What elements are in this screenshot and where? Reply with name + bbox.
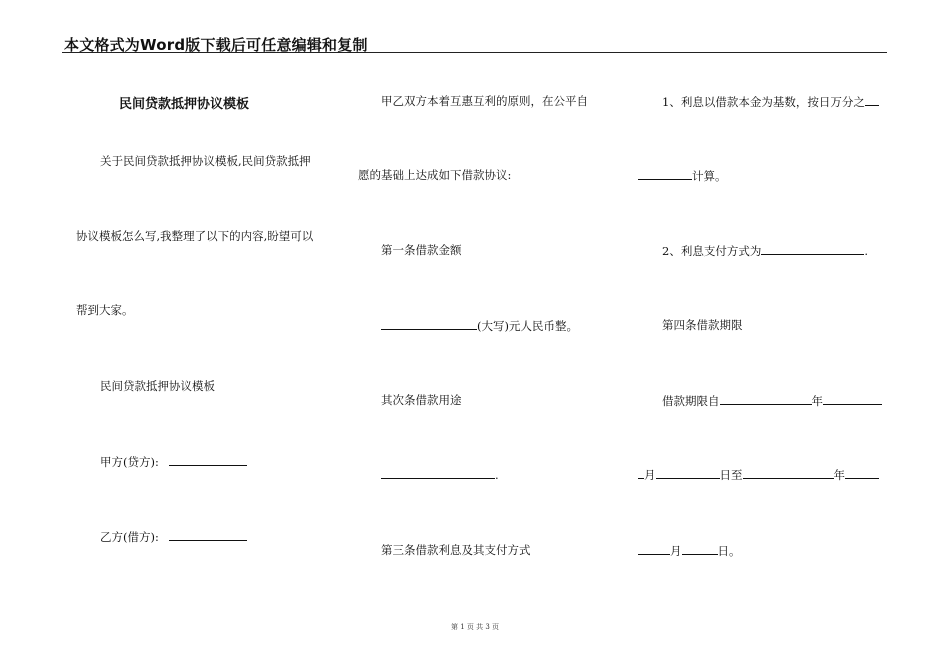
subtitle: 民间贷款抵押协议模板 xyxy=(100,379,215,393)
interest-line-2 xyxy=(638,168,727,183)
day-to-label: 日至 xyxy=(719,468,743,482)
payment-method-label: 2、利息支付方式为 xyxy=(662,244,762,258)
interest-rate-blank xyxy=(865,94,879,106)
period-start-day-blank xyxy=(656,467,720,479)
article-2-heading: 其次条借款用途 xyxy=(381,393,462,407)
party-b-line xyxy=(100,529,247,544)
amount-line xyxy=(381,318,578,333)
period-end-year-blank xyxy=(743,467,834,479)
agreement-line-2: 愿的基础上达成如下借款协议: xyxy=(358,168,512,182)
period-start-month-blank xyxy=(823,393,882,405)
document-title: 民间贷款抵押协议模板 xyxy=(119,97,250,112)
intro-line-2: 协议模板怎么写,我整理了以下的内容,盼望可以 xyxy=(76,229,314,243)
intro-line-3: 帮到大家。 xyxy=(76,303,134,317)
amount-blank xyxy=(381,318,477,330)
interest-calc-text: 计算。 xyxy=(692,169,727,183)
header-title: 本文格式为Word版下载后可任意编辑和复制 xyxy=(64,36,368,54)
period-end-line xyxy=(638,543,741,558)
agreement-line-1: 甲乙双方本着互惠互利的原则，在公平自 xyxy=(381,94,588,108)
header-divider xyxy=(62,52,887,53)
month-label: 月 xyxy=(644,468,656,482)
period-prefix: 借款期限自 xyxy=(662,394,720,408)
purpose-line xyxy=(381,467,499,482)
intro-line-1: 关于民间贷款抵押协议模板,民间贷款抵押 xyxy=(100,154,311,168)
party-a-label: 甲方(贷方): xyxy=(100,455,159,469)
period-end-day-blank xyxy=(682,543,718,555)
page-number: 第 1 页 共 3 页 xyxy=(450,623,500,631)
end-month-label: 月 xyxy=(670,544,682,558)
purpose-end: . xyxy=(495,468,499,482)
amount-suffix: (大写)元人民币整。 xyxy=(477,319,578,333)
article-3-heading: 第三条借款利息及其支付方式 xyxy=(381,543,531,557)
period-start-year-blank xyxy=(720,393,812,405)
year-label: 年 xyxy=(811,394,823,408)
period-end-month-blank xyxy=(638,543,670,555)
payment-method-end: . xyxy=(864,244,868,258)
payment-method-blank xyxy=(761,243,864,255)
interest-rate-text: 1、利息以借款本金为基数，按日万分之 xyxy=(662,95,865,109)
purpose-blank xyxy=(381,467,495,479)
end-year-label: 年 xyxy=(833,468,845,482)
article-4-heading: 第四条借款期限 xyxy=(662,318,743,332)
period-line xyxy=(662,393,882,408)
day-end-label: 日。 xyxy=(717,544,741,558)
interest-calc-blank xyxy=(638,168,692,180)
party-a-line xyxy=(100,454,247,469)
party-a-blank xyxy=(169,454,247,466)
article-1-heading: 第一条借款金额 xyxy=(381,243,462,257)
period-continue-line xyxy=(638,467,879,482)
party-b-blank xyxy=(169,529,247,541)
interest-line-1 xyxy=(662,94,879,109)
period-end-month-lead-blank xyxy=(845,467,879,479)
party-b-label: 乙方(借方): xyxy=(100,530,159,544)
payment-method-line xyxy=(662,243,868,258)
